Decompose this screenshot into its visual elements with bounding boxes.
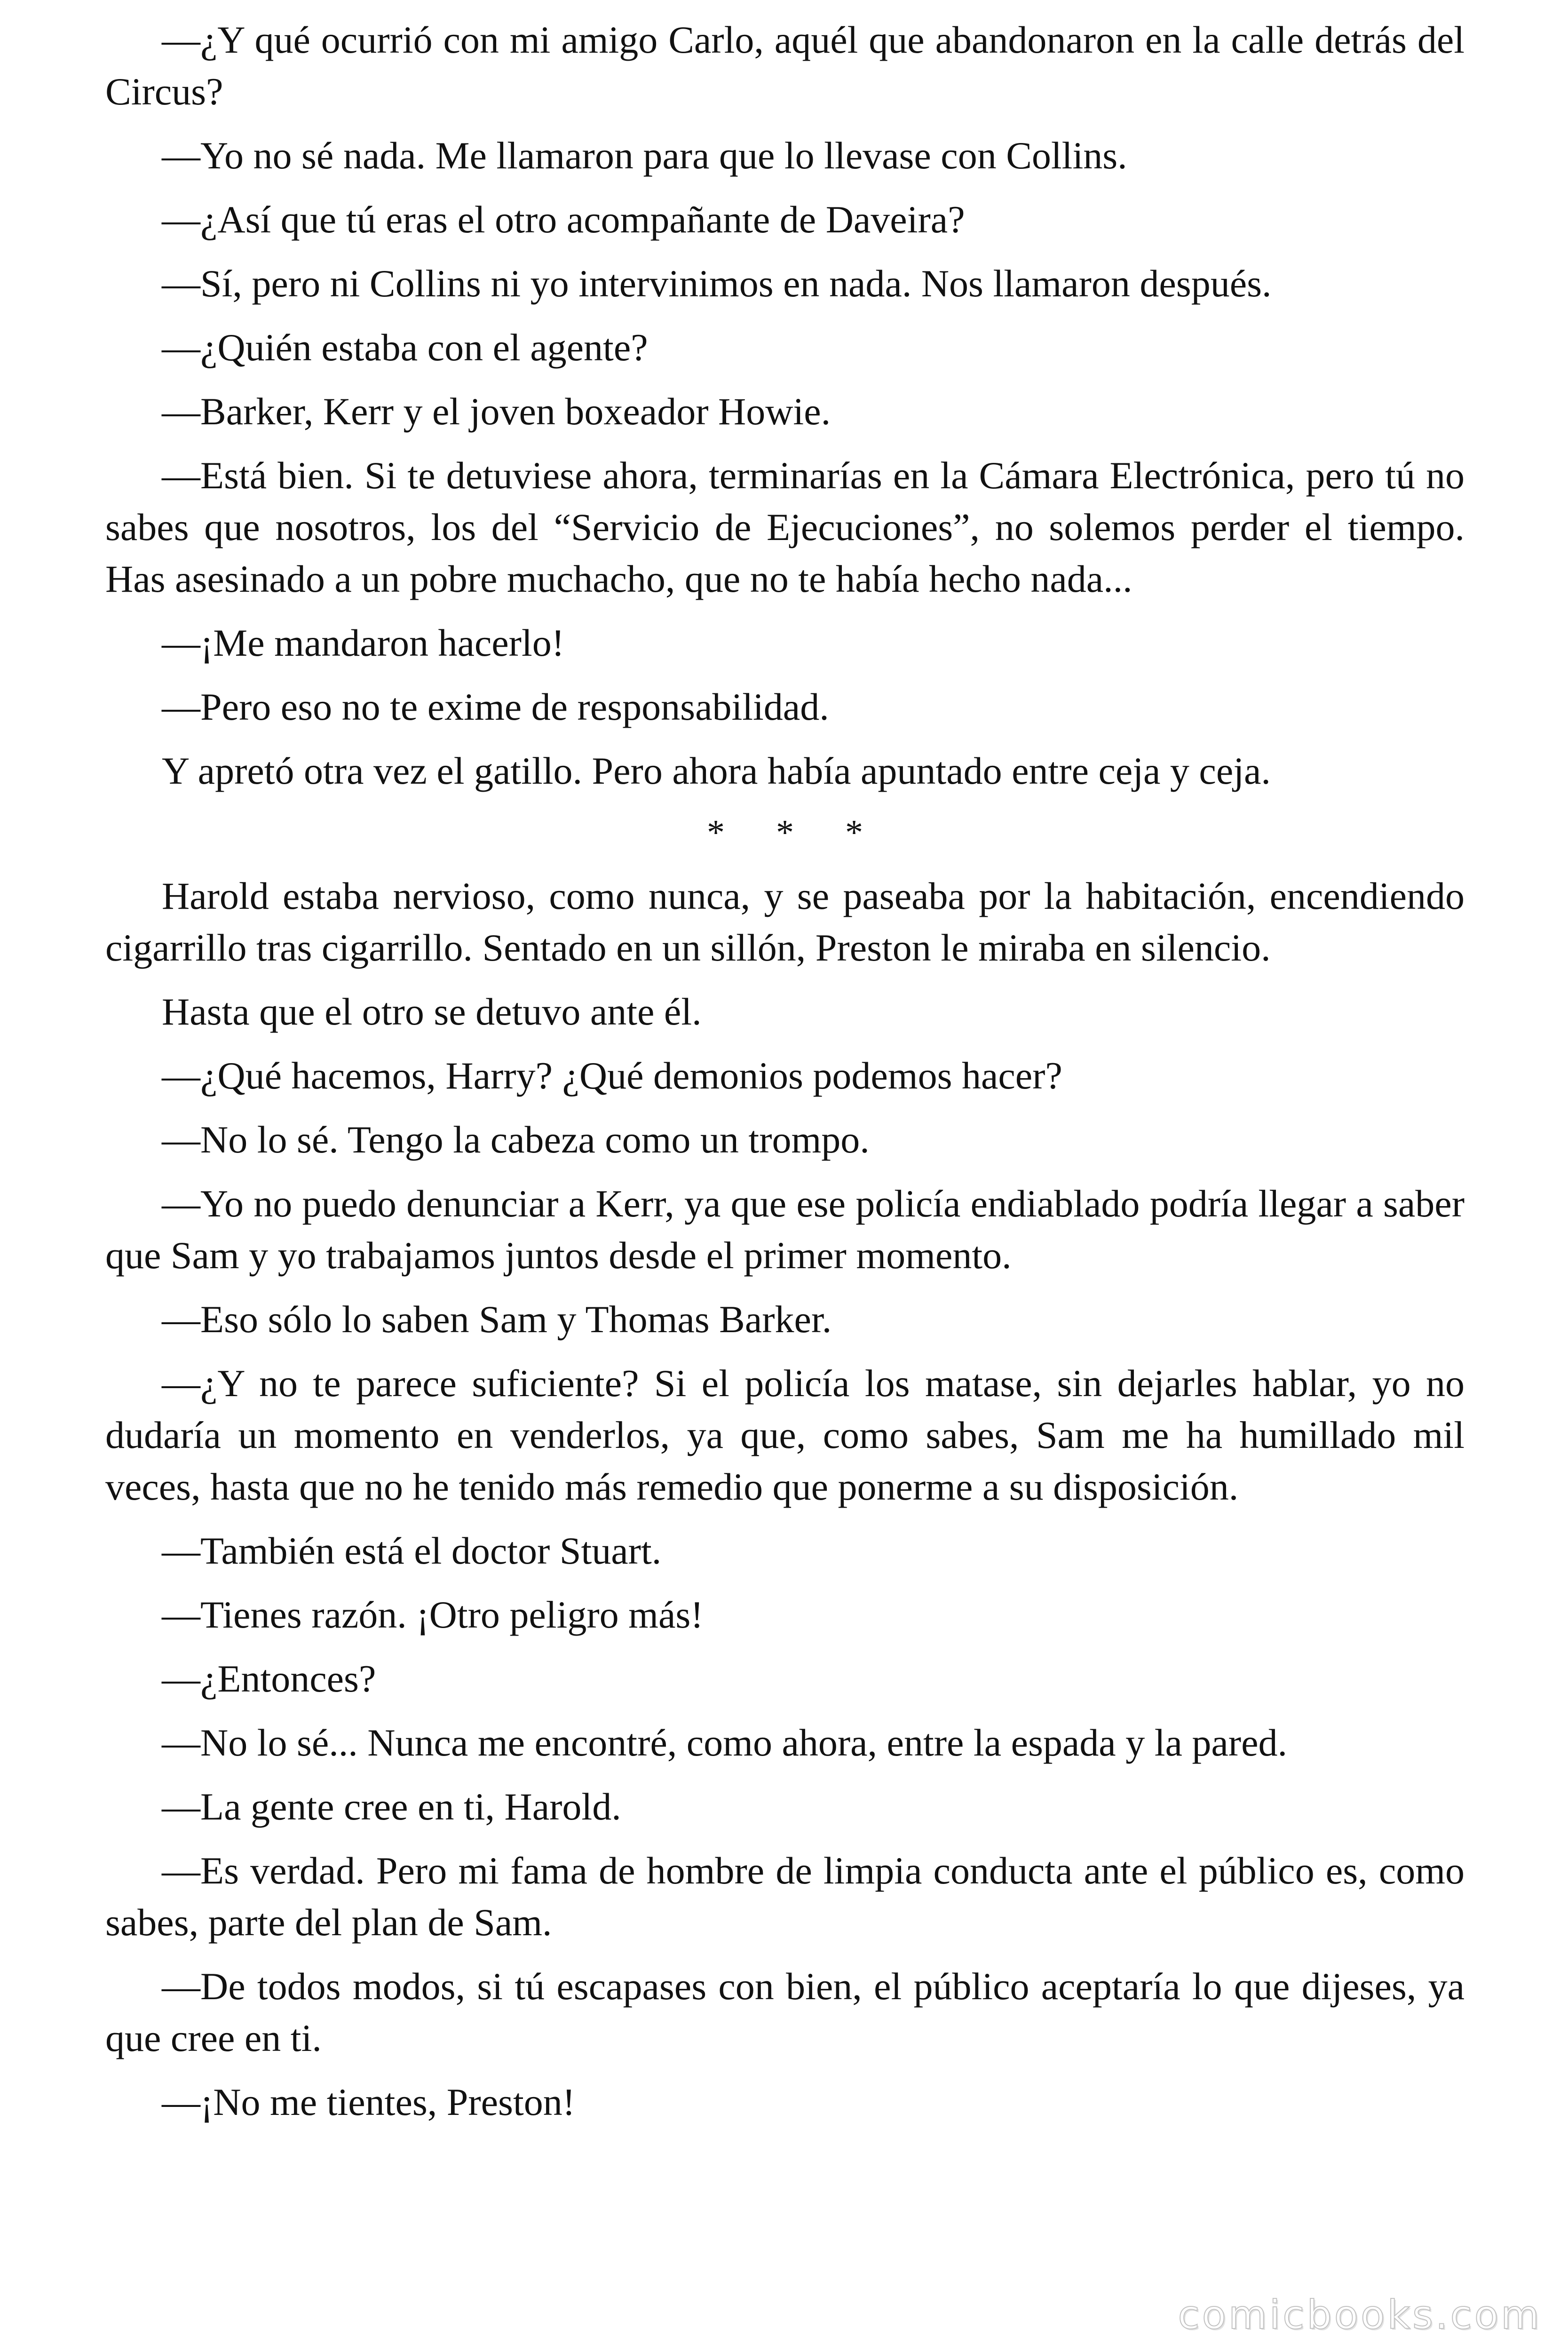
- paragraph: —La gente cree en ti, Harold.: [162, 1785, 621, 1828]
- paragraph: —Barker, Kerr y el joven boxeador Howie.: [162, 390, 831, 433]
- paragraph: Y apretó otra vez el gatillo. Pero ahora había apuntado entre ceja y ceja.: [162, 749, 1271, 792]
- paragraph: —Es verdad. Pero mi fama de hombre de limpia conducta ante el público es, como sabes, parte del plan de Sam.: [105, 1849, 1465, 1944]
- paragraph: —¡Me mandaron hacerlo!: [162, 621, 565, 664]
- paragraph: —No lo sé... Nunca me encontré, como ahora, entre la espada y la pared.: [162, 1721, 1287, 1764]
- paragraph: —¿Quién estaba con el agente?: [162, 326, 648, 369]
- paragraph: Harold estaba nervioso, como nunca, y se paseaba por la habitación, encendiendo cigarrillo tras cigarrillo. Sentado en un sillón, Preston le miraba en silencio.: [105, 874, 1465, 969]
- paragraph: —Yo no puedo denunciar a Kerr, ya que ese policía endiablado podría llegar a saber que Sam y yo trabajamos juntos desde el primer momento.: [105, 1182, 1465, 1277]
- paragraph: Hasta que el otro se detuvo ante él.: [162, 990, 702, 1033]
- paragraph: —De todos modos, si tú escapases con bien, el público aceptaría lo que dijeses, ya que cree en ti.: [105, 1965, 1465, 2059]
- paragraph: —Tienes razón. ¡Otro peligro más!: [162, 1593, 704, 1636]
- paragraph: —¿Y qué ocurrió con mi amigo Carlo, aquél que abandonaron en la calle detrás del Circus?: [105, 18, 1465, 113]
- paragraph: —También está el doctor Stuart.: [162, 1529, 662, 1572]
- paragraph: —¿Y no te parece suficiente? Si el policía los matase, sin dejarles hablar, yo no dudaría un momento en venderlos, ya que, como sabes, Sam me ha humillado mil veces, hasta que no he tenido más remedio que ponerme a su disposición.: [105, 1362, 1465, 1508]
- paragraph: —Está bien. Si te detuviese ahora, terminarías en la Cámara Electrónica, pero tú no sabes que nosotros, los del “Servicio de Ejecuciones”, no solemos perder el tiempo. Has asesinado a un pobre muchacho, que no te había hecho nada...: [105, 454, 1465, 600]
- paragraph: —Eso sólo lo saben Sam y Thomas Barker.: [162, 1298, 832, 1341]
- book-page: [105, 14, 1465, 2140]
- paragraph: —¿Qué hacemos, Harry? ¿Qué demonios podemos hacer?: [162, 1054, 1062, 1097]
- paragraph: —¡No me tientes, Preston!: [162, 2081, 576, 2123]
- watermark: comicbooks.com: [1178, 2292, 1542, 2338]
- paragraph: —Sí, pero ni Collins ni yo intervinimos en nada. Nos llamaron después.: [162, 262, 1272, 305]
- paragraph: —No lo sé. Tengo la cabeza como un trompo.: [162, 1118, 870, 1161]
- paragraph: —Pero eso no te exime de responsabilidad.: [162, 685, 829, 728]
- paragraph: —¿Entonces?: [162, 1657, 376, 1700]
- paragraph: —Yo no sé nada. Me llamaron para que lo llevase con Collins.: [162, 134, 1127, 177]
- paragraph: —¿Así que tú eras el otro acompañante de Daveira?: [162, 198, 965, 241]
- section-separator: * * *: [707, 813, 863, 852]
